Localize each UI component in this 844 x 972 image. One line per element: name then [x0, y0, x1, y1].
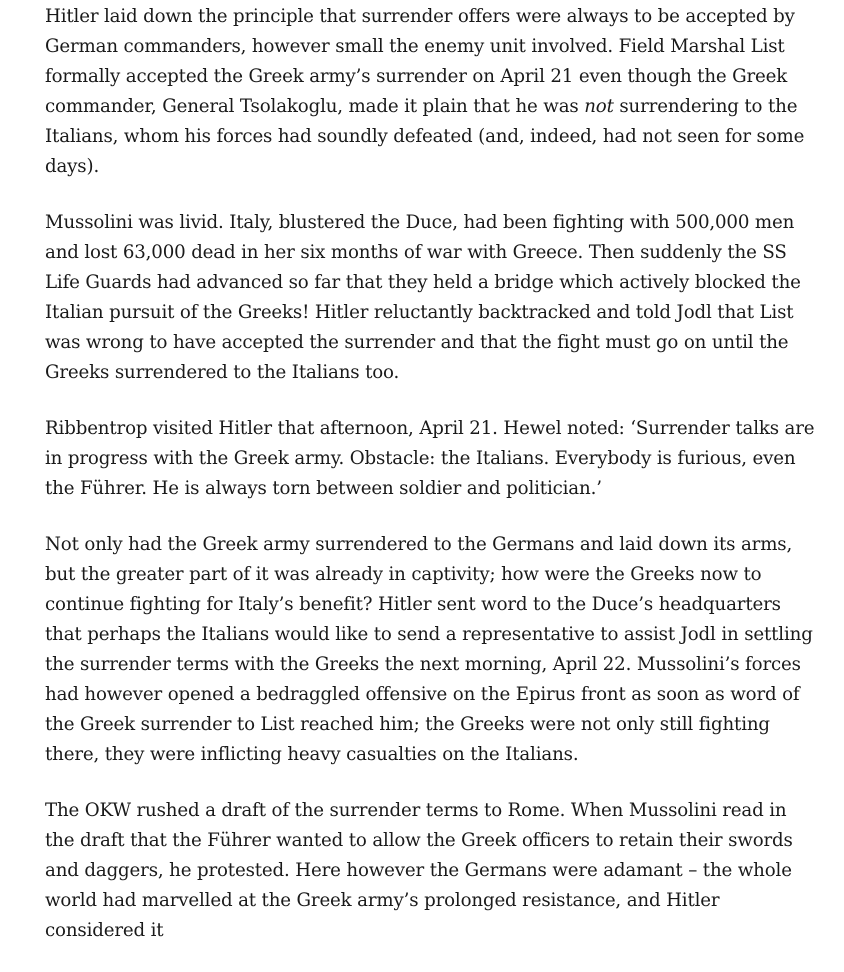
paragraph-1-emphasis: not — [584, 96, 614, 117]
paragraph-3: Ribbentrop visited Hitler that afternoon, April 21. Hewel noted: ‘Surrender talks are in progress with the Greek army. Obstacle: the Italians. Everybody is furious, even the Führer. He is always torn between soldier and politician.’ — [45, 418, 815, 499]
paragraph-4: Not only had the Greek army surrendered to the Germans and laid down its arms, but the greater part of it was already in captivity; how were the Greeks now to continue fighting for Italy’s benefit? Hitler sent word to the Duce’s headquarters that perhaps the Italians would like to send a representative to assist Jodl in settling the surrender terms with the Greeks the next morning, April 22. Mussolini’s forces had however opened a bedraggled offensive on the Epirus front as soon as word of the Greek surrender to List reached him; the Greeks were not only still fighting there, they were inflicting heavy casualties on the Italians. — [45, 534, 813, 765]
article-body — [45, 2, 820, 972]
paragraph-1 — [45, 2, 820, 182]
paragraph-1-text-after: surrendering to the Italians, whom his forces had soundly defeated (and, indeed, had not seen for some days). — [45, 96, 805, 177]
paragraph-1-text-before: Hitler laid down the principle that surrender offers were always to be accepted by German commanders, however small the enemy unit involved. Field Marshal List formally accepted the Greek army’s surrender on April 21 even though the Greek commander, General Tsolakoglu, made it plain that he was — [45, 6, 795, 117]
paragraph-2: Mussolini was livid. Italy, blustered the Duce, had been fighting with 500,000 men and lost 63,000 dead in her six months of war with Greece. Then suddenly the SS Life Guards had advanced so far that they held a bridge which actively blocked the Italian pursuit of the Greeks! Hitler reluctantly backtracked and told Jodl that List was wrong to have accepted the surrender and that the fight must go on until the Greeks surrendered to the Italians too. — [45, 212, 801, 383]
paragraph-5: The OKW rushed a draft of the surrender terms to Rome. When Mussolini read in the draft that the Führer wanted to allow the Greek officers to retain their swords and daggers, he protested. Here however the Germans were adamant – the whole world had marvelled at the Greek army’s prolonged resistance, and Hitler considered it — [45, 800, 793, 941]
